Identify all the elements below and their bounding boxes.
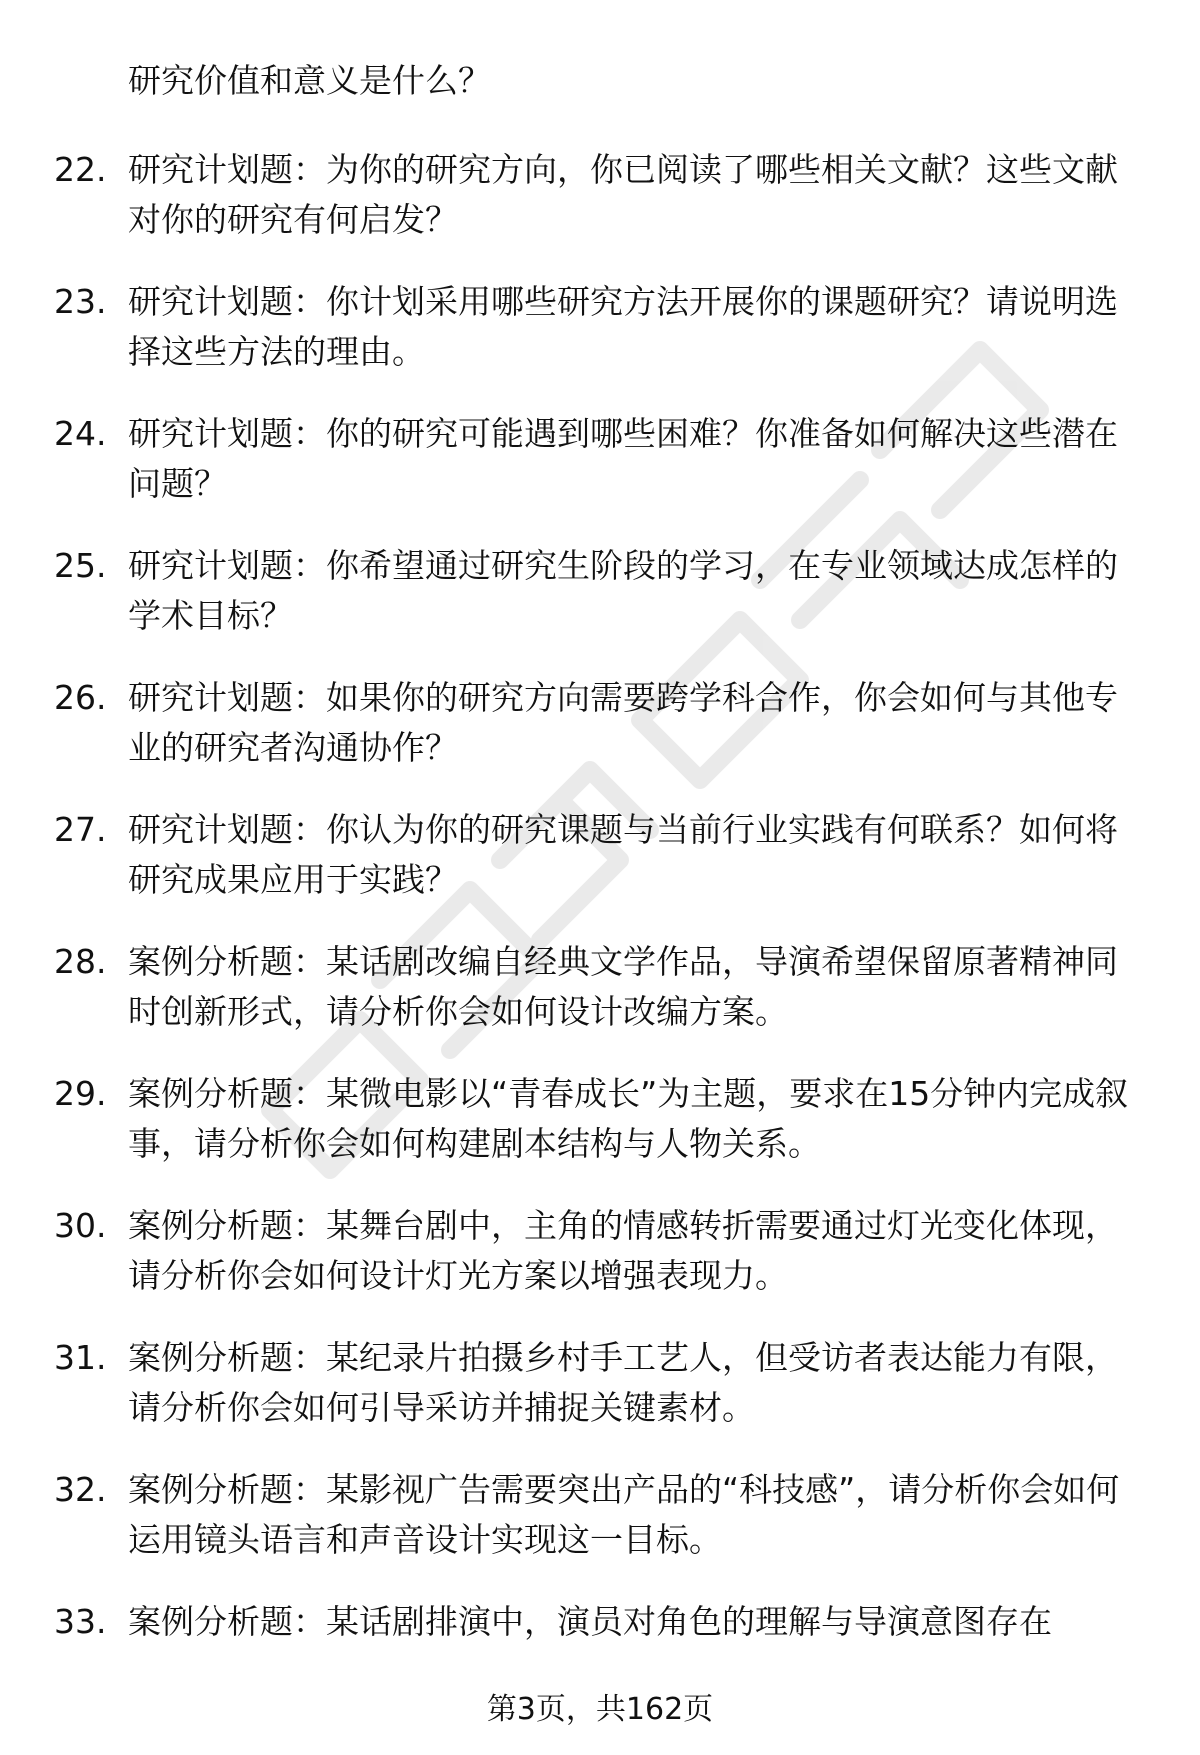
question-item <box>0 145 1200 277</box>
question-number: 33. <box>54 1602 107 1641</box>
question-text: 研究计划题：你计划采用哪些研究方法开展你的课题研究？请说明选择这些方法的理由。 <box>128 282 1118 371</box>
question-number: 32. <box>54 1470 107 1509</box>
question-item <box>0 541 1200 673</box>
question-item <box>0 277 1200 409</box>
question-number: 25. <box>54 546 107 585</box>
question-text: 案例分析题：某舞台剧中，主角的情感转折需要通过灯光变化体现，请分析你会如何设计灯光方案以增强表现力。 <box>128 1206 1118 1295</box>
question-number: 29. <box>54 1074 107 1113</box>
question-text: 案例分析题：某话剧改编自经典文学作品，导演希望保留原著精神同时创新形式，请分析你会如何设计改编方案。 <box>128 942 1118 1031</box>
question-number: 27. <box>54 810 107 849</box>
question-number: 24. <box>54 414 107 453</box>
question-item <box>0 805 1200 937</box>
question-text: 案例分析题：某影视广告需要突出产品的“科技感”，请分析你会如何运用镜头语言和声音设计实现这一目标。 <box>128 1470 1120 1559</box>
question-item <box>0 1333 1200 1465</box>
question-number: 22. <box>54 150 107 189</box>
question-text: 案例分析题：某话剧排演中，演员对角色的理解与导演意图存在 <box>128 1602 1052 1641</box>
question-item <box>0 409 1200 541</box>
question-item <box>0 1201 1200 1333</box>
question-item <box>0 1465 1200 1597</box>
question-number: 31. <box>54 1338 107 1377</box>
question-text: 研究计划题：你认为你的研究课题与当前行业实践有何联系？如何将研究成果应用于实践？ <box>128 810 1118 899</box>
page-footer: 第3页，共162页 <box>486 1692 714 1727</box>
question-item <box>0 937 1200 1069</box>
question-number: 23. <box>54 282 107 321</box>
question-text: 案例分析题：某微电影以“青春成长”为主题，要求在15分钟内完成叙事，请分析你会如何构建剧本结构与人物关系。 <box>128 1074 1129 1163</box>
question-number: 28. <box>54 942 107 981</box>
question-number: 26. <box>54 678 107 717</box>
question-text: 研究计划题：如果你的研究方向需要跨学科合作，你会如何与其他专业的研究者沟通协作？ <box>128 678 1118 767</box>
question-item <box>0 673 1200 805</box>
question-number: 30. <box>54 1206 107 1245</box>
question-text: 案例分析题：某纪录片拍摄乡村手工艺人，但受访者表达能力有限，请分析你会如何引导采访并捕捉关键素材。 <box>128 1338 1118 1427</box>
question-item <box>0 1069 1200 1201</box>
question-text: 研究计划题：你希望通过研究生阶段的学习，在专业领域达成怎样的学术目标？ <box>128 546 1118 635</box>
question-text: 研究计划题：你的研究可能遇到哪些困难？你准备如何解决这些潜在问题？ <box>128 414 1118 503</box>
question-list <box>0 145 1200 1729</box>
question-text: 研究计划题：为你的研究方向，你已阅读了哪些相关文献？这些文献对你的研究有何启发？ <box>128 150 1118 239</box>
continuation-text: 研究价值和意义是什么？ <box>128 61 491 100</box>
